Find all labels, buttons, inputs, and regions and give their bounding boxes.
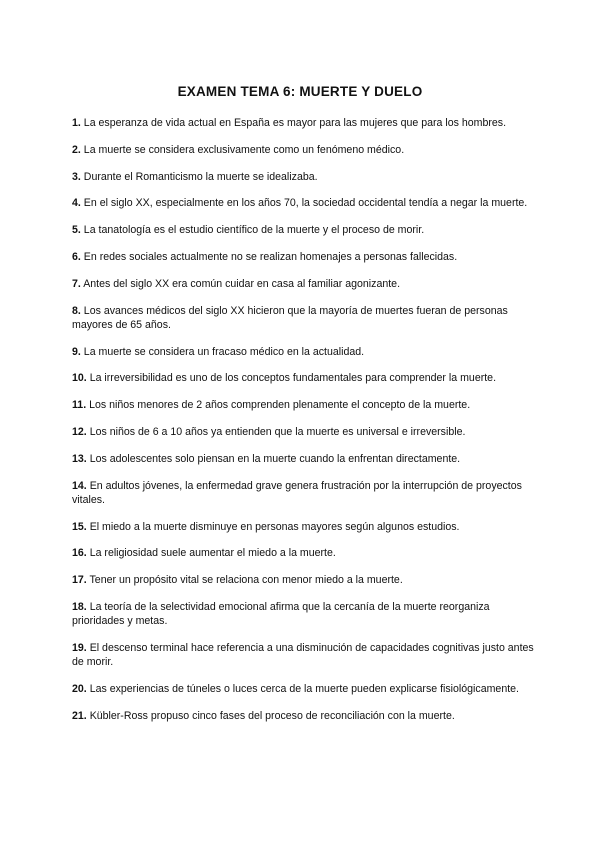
question-text: Los adolescentes solo piensan en la muerte cuando la enfrentan directamente.	[89, 452, 461, 465]
question-number: 10.	[72, 372, 87, 385]
question-text: Los niños de 6 a 10 años ya entienden que la muerte es universal e irreversible.	[89, 425, 466, 438]
question-text: Los niños menores de 2 años comprenden plenamente el concepto de la muerte.	[89, 399, 471, 412]
question-item	[72, 709, 542, 723]
question-number: 12.	[72, 425, 87, 438]
question-number: 16.	[72, 547, 87, 560]
question-text: Kübler-Ross propuso cinco fases del proceso de reconciliación con la muerte.	[89, 709, 455, 722]
question-text: Tener un propósito vital se relaciona con menor miedo a la muerte.	[89, 574, 403, 587]
question-text: Los avances médicos del siglo XX hicieron que la mayoría de muertes fueran de personas mayores de 65 años.	[72, 304, 508, 331]
document-title: EXAMEN TEMA 6: MUERTE Y DUELO	[177, 84, 423, 99]
question-number: 14.	[72, 479, 87, 492]
question-item	[72, 250, 542, 264]
question-list	[72, 116, 542, 736]
question-item	[72, 682, 542, 696]
question-number: 21.	[72, 709, 87, 722]
question-item	[72, 479, 542, 507]
question-item	[72, 304, 542, 332]
question-text: La tanatología es el estudio científico de la muerte y el proceso de morir.	[83, 224, 425, 237]
question-text: La esperanza de vida actual en España es mayor para las mujeres que para los hombres.	[83, 117, 507, 129]
question-number: 19.	[72, 641, 87, 654]
question-number: 6.	[72, 250, 81, 263]
question-number: 4.	[72, 197, 81, 210]
question-number: 18.	[72, 600, 87, 613]
question-number: 15.	[72, 520, 87, 533]
question-item	[72, 573, 542, 587]
question-item	[72, 398, 542, 412]
question-item	[72, 116, 542, 130]
question-number: 11.	[72, 399, 87, 412]
question-number: 9.	[72, 345, 81, 358]
question-text: Antes del siglo XX era común cuidar en casa al familiar agonizante.	[83, 277, 401, 290]
question-number: 17.	[72, 574, 87, 587]
question-text: La irreversibilidad es uno de los conceptos fundamentales para comprender la muerte.	[89, 372, 497, 385]
question-item	[72, 452, 542, 466]
question-number: 5.	[72, 224, 81, 237]
question-item	[72, 520, 542, 534]
question-text: La religiosidad suele aumentar el miedo a la muerte.	[89, 547, 336, 560]
question-number: 2.	[72, 143, 81, 156]
question-text: En adultos jóvenes, la enfermedad grave genera frustración por la interrupción de proyectos vitales.	[72, 479, 522, 506]
question-item	[72, 600, 542, 628]
question-item	[72, 371, 542, 385]
question-number: 1.	[72, 117, 81, 129]
question-text: Durante el Romanticismo la muerte se idealizaba.	[83, 170, 318, 183]
question-item	[72, 223, 542, 237]
question-number: 7.	[72, 277, 81, 290]
question-number: 20.	[72, 682, 87, 695]
question-item	[72, 345, 542, 359]
question-text: En el siglo XX, especialmente en los años 70, la sociedad occidental tendía a negar la muerte.	[83, 197, 528, 210]
question-item	[72, 170, 542, 184]
question-text: La teoría de la selectividad emocional afirma que la cercanía de la muerte reorganiza prioridades y metas.	[72, 600, 490, 628]
question-text: El miedo a la muerte disminuye en personas mayores según algunos estudios.	[89, 520, 460, 533]
question-item	[72, 277, 542, 291]
question-item	[72, 641, 542, 669]
question-item	[72, 196, 542, 210]
question-item	[72, 143, 542, 157]
question-number: 8.	[72, 304, 81, 317]
question-item	[72, 425, 542, 439]
question-item	[72, 546, 542, 560]
question-number: 3.	[72, 170, 81, 183]
question-text: El descenso terminal hace referencia a una disminución de capacidades cognitivas justo antes de morir.	[72, 641, 534, 669]
question-text: Las experiencias de túneles o luces cerca de la muerte pueden explicarse fisiológicamente.	[89, 682, 519, 695]
question-number: 13.	[72, 452, 87, 465]
question-text: La muerte se considera un fracaso médico en la actualidad.	[83, 345, 365, 358]
question-text: En redes sociales actualmente no se realizan homenajes a personas fallecidas.	[83, 250, 458, 263]
question-text: La muerte se considera exclusivamente como un fenómeno médico.	[83, 143, 405, 156]
